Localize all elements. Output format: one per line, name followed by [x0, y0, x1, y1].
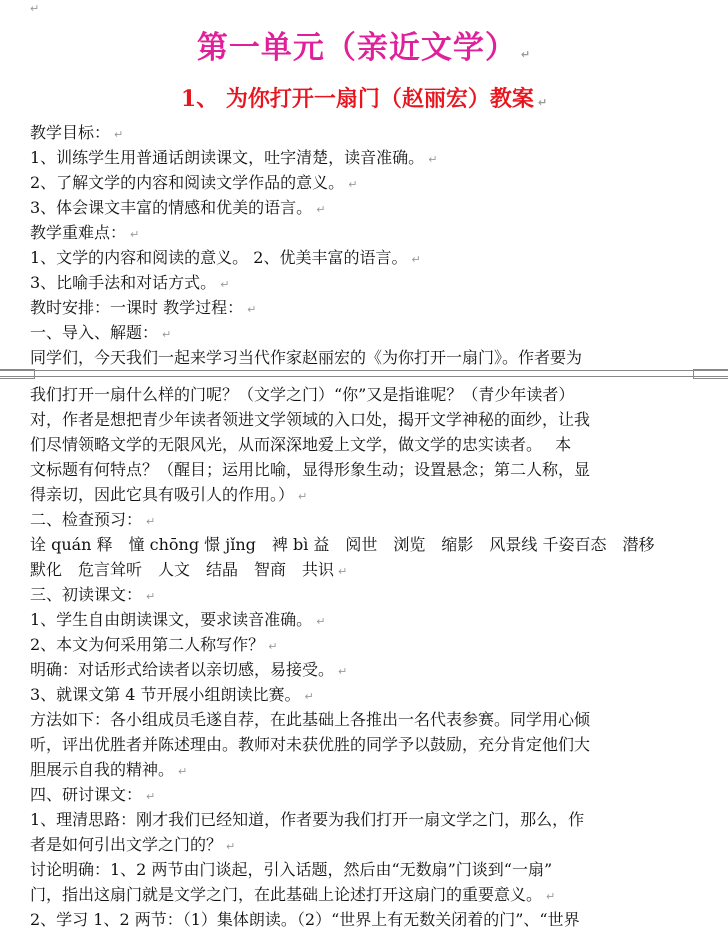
paragraph-mark-icon: ↵ — [520, 48, 532, 61]
text-line: 3、比喻手法和对话方式。 ↵ — [30, 273, 230, 292]
text-line: 2、学习 1、2 两节：（1）集体朗读。（2）“世界上有无数关闭着的门”、“世界 — [30, 910, 580, 929]
text-line: 我们打开一扇什么样的门呢？（文学之门）“你”又是指谁呢？（青少年读者） — [30, 385, 575, 404]
text-line: 二、检查预习： ↵ — [30, 510, 156, 529]
paragraph-mark-icon: ↵ — [146, 590, 156, 603]
paragraph-mark-icon: ↵ — [316, 615, 326, 628]
text-line: 教学目标： ↵ — [30, 123, 124, 142]
unit-title: 第一单元（亲近文学） ↵ — [196, 30, 532, 66]
text-line: 三、初读课文： ↵ — [30, 585, 156, 604]
text-line: 门，指出这扇门就是文学之门，在此基础上论述打开这扇门的重要意义。 ↵ — [30, 885, 556, 904]
text-line: 诠 quán 释 憧 chōng 憬 jǐng 裨 bì 益 阅世 浏览 缩影 风景线 千姿百态 潜移 — [30, 535, 655, 554]
page-break — [0, 367, 728, 379]
text-line: 2、本文为何采用第二人称写作？ ↵ — [30, 635, 278, 654]
paragraph-mark-icon: ↵ — [411, 253, 421, 266]
body-text-page-1 — [30, 120, 696, 370]
text-line: 明确：对话形式给读者以亲切感，易接受。 ↵ — [30, 660, 348, 679]
paragraph-mark-icon: ↵ — [298, 490, 308, 503]
text-line: 1、理清思路：刚才我们已经知道，作者要为我们打开一扇文学之门，那么，作 — [30, 810, 585, 829]
text-line: 听，评出优胜者并陈述理由。教师对未获优胜的同学予以鼓励，充分肯定他们大 — [30, 735, 591, 754]
text-line: 教学重难点： ↵ — [30, 223, 140, 242]
paragraph-mark-icon: ↵ — [220, 278, 230, 291]
paragraph-mark-icon: ↵ — [304, 690, 314, 703]
text-line: 3、体会课文丰富的情感和优美的语言。 ↵ — [30, 198, 326, 217]
text-line: 1、文学的内容和阅读的意义。 2、优美丰富的语言。 ↵ — [30, 248, 421, 267]
text-line: 者是如何引出文学之门的？ ↵ — [30, 835, 236, 854]
paragraph-mark-icon: ↵ — [178, 765, 188, 778]
lesson-title: 1、 为你打开一扇门（赵丽宏）教案 ↵ — [180, 86, 548, 112]
text-line: 讨论明确：1、2 两节由门谈起，引入话题，然后由“无数扇”门谈到“一扇” — [30, 860, 553, 879]
text-line: 四、研讨课文： ↵ — [30, 785, 156, 804]
paragraph-mark-icon: ↵ — [348, 178, 358, 191]
paragraph-mark-icon: ↵ — [146, 790, 156, 803]
text-line: 们尽情领略文学的无限风光，从而深深地爱上文学，做文学的忠实读者。 本 — [30, 435, 572, 454]
text-line: 胆展示自我的精神。 ↵ — [30, 760, 188, 779]
text-line: 1、学生自由朗读课文，要求读音准确。 ↵ — [30, 610, 326, 629]
text-line: 一、导入、解题： ↵ — [30, 323, 172, 342]
paragraph-mark-icon: ↵ — [130, 228, 140, 241]
paragraph-mark-icon: ↵ — [146, 515, 156, 528]
text-line: 3、就课文第 4 节开展小组朗读比赛。 ↵ — [30, 685, 314, 704]
paragraph-mark-icon: ↵ — [268, 640, 278, 653]
paragraph-mark-icon: ↵ — [114, 128, 124, 141]
paragraph-mark-icon: ↵ — [247, 303, 257, 316]
paragraph-mark-icon: ↵ — [338, 665, 348, 678]
text-line: 同学们，今天我们一起来学习当代作家赵丽宏的《为你打开一扇门》。作者要为 — [30, 348, 583, 367]
text-line: 2、了解文学的内容和阅读文学作品的意义。 ↵ — [30, 173, 358, 192]
paragraph-mark-icon: ↵ — [226, 840, 236, 853]
paragraph-mark-icon: ↵ — [30, 2, 40, 15]
text-line: 默化 危言耸听 人文 结晶 智商 共识 ↵ — [30, 560, 348, 579]
text-line: 教时安排：一课时 教学过程： ↵ — [30, 298, 257, 317]
text-line: 方法如下：各小组成员毛遂自荐，在此基础上各推出一名代表参赛。同学用心倾 — [30, 710, 591, 729]
text-line: 得亲切，因此它具有吸引人的作用。） ↵ — [30, 485, 308, 504]
paragraph-mark-icon: ↵ — [546, 890, 556, 903]
text-line: 文标题有何特点？（醒目；运用比喻，显得形象生动；设置悬念；第二人称，显 — [30, 460, 591, 479]
body-text-page-2 — [30, 382, 696, 932]
text-line: 1、训练学生用普通话朗读课文，吐字清楚，读音准确。 ↵ — [30, 148, 438, 167]
paragraph-mark-icon: ↵ — [162, 328, 172, 341]
paragraph-mark-icon: ↵ — [338, 565, 348, 578]
text-line: 对，作者是想把青少年读者领进文学领域的入口处，揭开文学神秘的面纱，让我 — [30, 410, 591, 429]
paragraph-mark-icon: ↵ — [428, 153, 438, 166]
paragraph-mark-icon: ↵ — [537, 96, 548, 109]
paragraph-mark-icon: ↵ — [316, 203, 326, 216]
